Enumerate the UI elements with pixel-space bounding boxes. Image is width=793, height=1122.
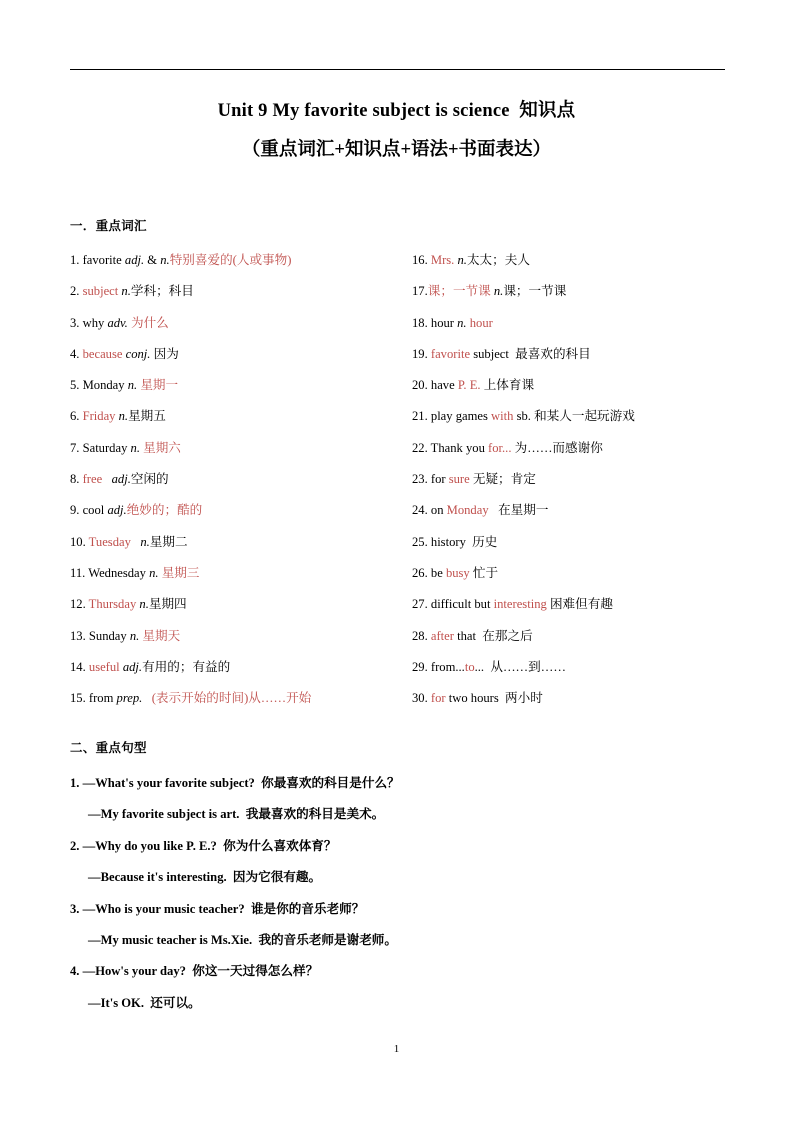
vocabulary-item-segment: for	[430, 472, 449, 487]
vocabulary-item-number: 22.	[412, 440, 431, 455]
vocabulary-item	[70, 276, 400, 307]
vocabulary-item-segment: for	[430, 691, 446, 706]
vocabulary-item-segment: 星期二	[149, 534, 188, 549]
vocabulary-item-segment: n.	[457, 315, 467, 330]
vocabulary-item-segment: adv.	[107, 315, 128, 330]
vocabulary-item-number: 18.	[412, 315, 431, 330]
vocabulary-item-number: 12.	[70, 597, 89, 612]
vocabulary-item-segment: sure	[448, 472, 470, 487]
vocabulary-item	[70, 495, 400, 526]
vocabulary-item-number: 15.	[70, 691, 89, 706]
vocabulary-item-segment: 在星期一	[488, 503, 549, 518]
vocabulary-item-segment: n.	[121, 284, 131, 299]
vocabulary-item-segment: two hours 两小时	[445, 691, 543, 706]
vocabulary-item-segment: 星期四	[148, 597, 187, 612]
sentence-question: 3. —Who is your music teacher? 谁是你的音乐老师？	[70, 901, 365, 916]
vocabulary-item-segment: conj.	[125, 346, 151, 361]
vocabulary-item	[412, 245, 752, 276]
vocabulary-item-segment: from	[88, 691, 117, 706]
vocabulary-item-number: 6.	[70, 409, 83, 424]
vocabulary-item-segment: free	[82, 472, 112, 487]
vocabulary-item-number: 13.	[70, 628, 89, 643]
vocabulary-item-segment: favorite	[82, 253, 125, 267]
vocabulary-item-segment: n.	[139, 597, 149, 612]
page-subtitle: （重点词汇+知识点+语法+书面表达）	[241, 139, 552, 160]
vocabulary-item	[412, 589, 752, 620]
vocabulary-item-segment: favorite	[430, 346, 471, 361]
vocabulary-item	[412, 433, 752, 464]
vocabulary-item-number: 25.	[412, 534, 431, 549]
vocabulary-item	[412, 308, 752, 339]
section-heading-vocabulary: 一．重点词汇	[70, 219, 147, 233]
vocabulary-column-right	[412, 245, 752, 714]
vocabulary-item-segment: Wednesday	[88, 565, 150, 580]
vocabulary-item	[70, 370, 400, 401]
vocabulary-item	[70, 339, 400, 370]
vocabulary-item-segment: 困难但有趣	[546, 597, 613, 612]
vocabulary-item-segment: Monday	[82, 378, 128, 393]
vocabulary-item-segment: Sunday	[88, 628, 130, 643]
vocabulary-item-segment: 星期五	[128, 409, 166, 424]
vocabulary-item-segment: 忙于	[469, 565, 499, 580]
vocabulary-item-segment: interesting	[493, 597, 547, 612]
vocabulary-item-segment: sb. 和某人一起玩游戏	[513, 409, 635, 424]
header-rule	[70, 69, 725, 70]
vocabulary-item-segment: n.	[118, 409, 129, 424]
vocabulary-item	[412, 401, 752, 432]
vocabulary-item-segment: hour	[466, 315, 493, 330]
vocabulary-item-number: 19.	[412, 346, 431, 361]
vocabulary-item-segment: &	[144, 253, 161, 267]
vocabulary-item-segment: with	[491, 409, 514, 424]
vocabulary-item-segment: n.	[127, 378, 138, 393]
vocabulary-item	[412, 683, 752, 714]
vocabulary-item	[412, 464, 752, 495]
vocabulary-item-segment: 有用的；有益的	[142, 659, 231, 674]
vocabulary-item-segment: 为什么	[127, 315, 169, 330]
vocabulary-item-segment: on	[430, 503, 447, 518]
vocabulary-item-number: 24.	[412, 503, 431, 518]
vocabulary-item-segment: be	[430, 565, 446, 580]
vocabulary-item-number: 27.	[412, 597, 431, 612]
vocabulary-item-number: 2.	[70, 284, 83, 299]
vocabulary-item-number: 14.	[70, 659, 89, 674]
vocabulary-item-segment: 为……而感谢你	[511, 440, 603, 455]
vocabulary-item	[70, 433, 400, 464]
vocabulary-item-segment: Friday	[82, 409, 119, 424]
sentence-question: 4. —How's your day? 你这一天过得怎么样？	[70, 964, 319, 979]
vocabulary-item-number: 8.	[70, 472, 83, 487]
vocabulary-item-segment: Thursday	[88, 597, 140, 612]
vocabulary-item-number: 10.	[70, 534, 89, 549]
vocabulary-column-left	[70, 245, 400, 714]
vocabulary-item-number: 28.	[412, 628, 431, 643]
vocabulary-item	[70, 245, 400, 276]
vocabulary-item-segment: because	[82, 346, 126, 361]
vocabulary-item-number: 23.	[412, 472, 431, 487]
vocabulary-item	[412, 276, 752, 307]
vocabulary-item-segment: n.	[457, 253, 467, 267]
vocabulary-item-number: 5.	[70, 378, 83, 393]
vocabulary-item	[70, 621, 400, 652]
vocabulary-item-segment: hour	[430, 315, 458, 330]
vocabulary-item	[70, 401, 400, 432]
vocabulary-item-number: 9.	[70, 503, 83, 518]
vocabulary-item	[412, 558, 752, 589]
sentence-pattern-list	[70, 768, 690, 1019]
sentence-answer: —Because it's interesting. 因为它很有趣。	[88, 870, 322, 885]
vocabulary-item-number: 16.	[412, 253, 431, 267]
sentence-answer: —My favorite subject is art. 我最喜欢的科目是美术。	[88, 807, 385, 822]
vocabulary-item	[70, 527, 400, 558]
vocabulary-item-segment: subject 最喜欢的科目	[470, 346, 591, 361]
vocabulary-item-number: 30.	[412, 691, 431, 706]
vocabulary-item-segment: 太太；夫人	[466, 253, 530, 267]
vocabulary-item-segment: Thank you	[430, 440, 489, 455]
sentence-answer: —My music teacher is Ms.Xie. 我的音乐老师是谢老师。	[88, 932, 397, 947]
vocabulary-item-segment: adj.	[107, 503, 127, 518]
vocabulary-item-segment: adj.	[124, 253, 145, 267]
vocabulary-item-segment: 因为	[150, 346, 179, 361]
vocabulary-item-segment: from...	[430, 659, 465, 674]
vocabulary-item	[70, 464, 400, 495]
vocabulary-item	[70, 652, 400, 683]
sentence-question: 2. —Why do you like P. E.? 你为什么喜欢体育？	[70, 838, 337, 853]
vocabulary-item-number: 17.	[412, 284, 428, 299]
vocabulary-item-segment: Tuesday	[88, 534, 141, 549]
vocabulary-item-number: 4.	[70, 346, 83, 361]
vocabulary-item	[70, 558, 400, 589]
page-number: 1	[393, 1043, 400, 1055]
vocabulary-item-segment: 星期一	[137, 378, 179, 393]
page-title: Unit 9 My favorite subject is science 知识点	[217, 101, 576, 121]
vocabulary-item-segment: useful	[88, 659, 123, 674]
vocabulary-item-segment: n.	[140, 534, 150, 549]
vocabulary-item-segment: busy	[445, 565, 470, 580]
vocabulary-item-segment: to	[464, 659, 475, 674]
sentence-answer: —It's OK. 还可以。	[88, 995, 201, 1010]
vocabulary-item-segment: cool	[82, 503, 108, 518]
vocabulary-item-segment: 课；一节课	[427, 284, 494, 299]
vocabulary-item-segment: have	[430, 378, 458, 393]
vocabulary-item	[412, 370, 752, 401]
vocabulary-item-segment: 无疑；肯定	[469, 472, 536, 487]
vocabulary-item	[70, 308, 400, 339]
vocabulary-item-segment: play games	[430, 409, 492, 424]
vocabulary-item-number: 21.	[412, 409, 431, 424]
vocabulary-item-number: 3.	[70, 315, 83, 330]
vocabulary-item-segment: 绝妙的；酷的	[126, 503, 203, 518]
vocabulary-item-segment: n.	[493, 284, 504, 299]
vocabulary-item-number: 7.	[70, 440, 83, 455]
vocabulary-item-segment: after	[430, 628, 454, 643]
vocabulary-item-segment: Mrs.	[430, 253, 458, 267]
vocabulary-item-segment: n.	[130, 440, 140, 455]
vocabulary-item-number: 29.	[412, 659, 431, 674]
vocabulary-item	[412, 652, 752, 683]
vocabulary-item-segment: 星期六	[139, 440, 181, 455]
vocabulary-item-segment: n.	[149, 565, 159, 580]
vocabulary-item-segment: 星期天	[139, 628, 181, 643]
vocabulary-item	[412, 621, 752, 652]
vocabulary-item-segment: adj.	[122, 659, 143, 674]
vocabulary-item-segment: that 在那之后	[453, 628, 533, 643]
vocabulary-item-segment: 星期三	[158, 565, 200, 580]
section-heading-sentences: 二、重点句型	[70, 741, 147, 755]
vocabulary-item-segment: Saturday	[82, 440, 131, 455]
vocabulary-item-segment: P. E.	[457, 378, 481, 393]
vocabulary-item-number: 20.	[412, 378, 431, 393]
vocabulary-item-segment: why	[82, 315, 108, 330]
vocabulary-item-segment: ... 从……到……	[474, 659, 566, 674]
vocabulary-item-segment: n.	[160, 253, 170, 267]
vocabulary-item-number: 26.	[412, 565, 431, 580]
vocabulary-item-segment: difficult but	[430, 597, 494, 612]
vocabulary-item-segment: adj.	[111, 472, 131, 487]
vocabulary-item-segment: n.	[129, 628, 140, 643]
vocabulary-item-segment: 学科；科目	[130, 284, 194, 299]
vocabulary-item	[412, 527, 752, 558]
vocabulary-item-segment: 特别喜爱的(人或事物)	[169, 253, 292, 267]
vocabulary-item-segment: (表示开始的时间)从……开始	[142, 691, 312, 706]
vocabulary-item-segment: 空闲的	[130, 472, 169, 487]
vocabulary-item	[70, 683, 400, 714]
vocabulary-item	[412, 495, 752, 526]
vocabulary-item-segment: prep.	[116, 691, 143, 706]
vocabulary-item-segment: 课；一节课	[503, 284, 567, 299]
vocabulary-item	[412, 339, 752, 370]
vocabulary-item	[70, 589, 400, 620]
vocabulary-item-segment: Monday	[446, 503, 489, 518]
vocabulary-item-segment: history 历史	[430, 534, 498, 549]
vocabulary-item-segment: subject	[82, 284, 122, 299]
title-block	[0, 98, 793, 165]
vocabulary-item-segment: 上体育课	[480, 378, 535, 393]
sentence-question: 1. —What's your favorite subject? 你最喜欢的科目是什么？	[70, 776, 400, 790]
vocabulary-item-number: 11.	[70, 565, 89, 580]
vocabulary-item-number: 1.	[70, 253, 83, 267]
vocabulary-item-segment: for...	[488, 440, 512, 455]
